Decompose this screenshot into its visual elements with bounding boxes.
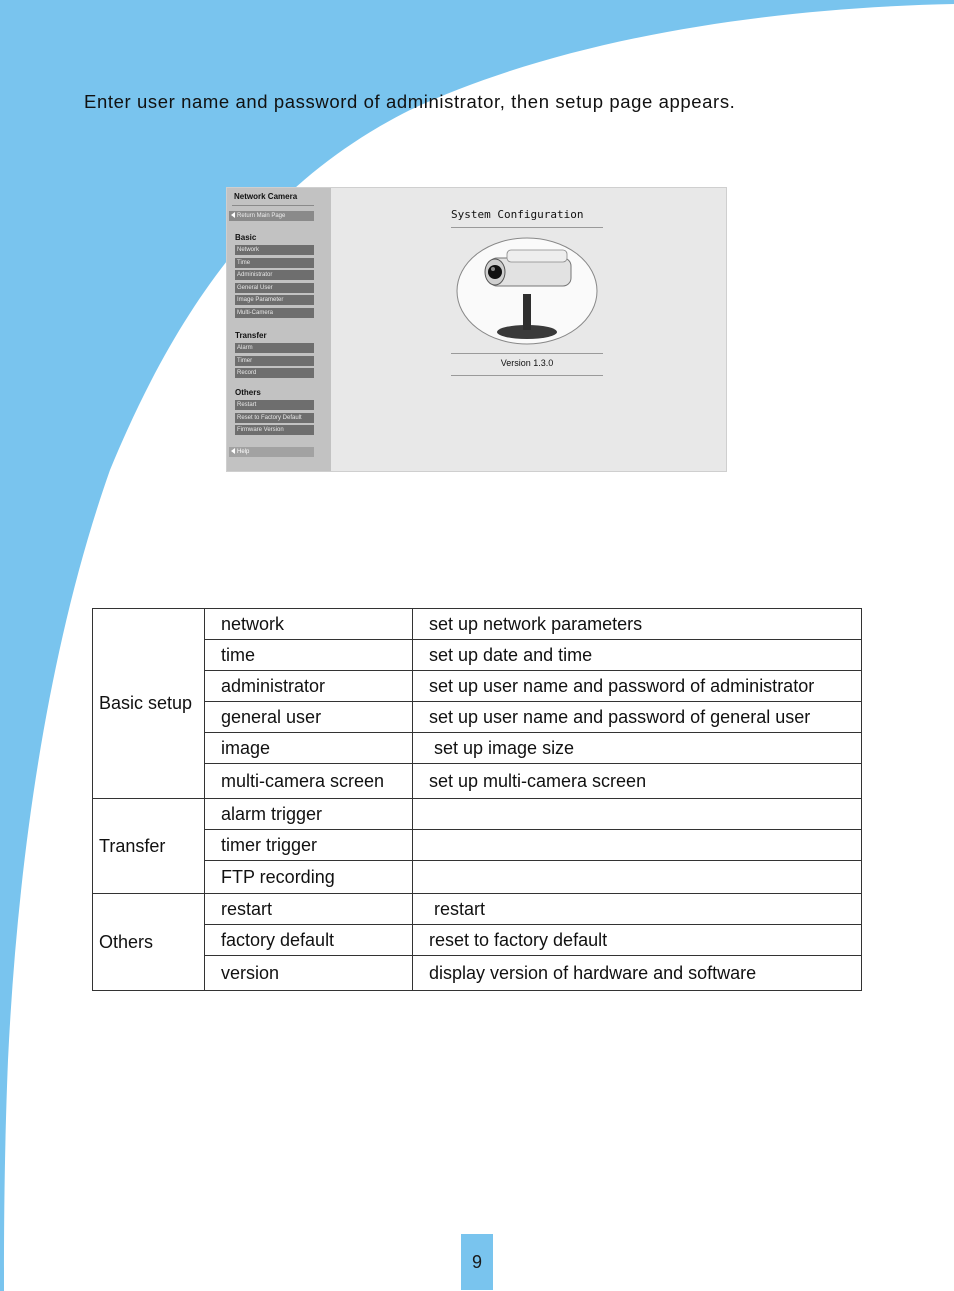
function-name-cell: general user <box>205 702 413 733</box>
function-name-cell: FTP recording <box>205 861 413 894</box>
screenshot-sidebar <box>227 188 331 471</box>
screenshot-section-title: Basic <box>235 233 257 242</box>
divider <box>451 227 603 228</box>
screenshot-menu-item: Time <box>235 258 314 268</box>
table-row <box>93 799 862 830</box>
screenshot-section-title: Transfer <box>235 331 267 340</box>
function-description-cell: display version of hardware and software <box>413 956 862 991</box>
back-arrow-icon <box>231 212 235 218</box>
table-row <box>93 764 862 799</box>
function-description-cell: set up user name and password of administrator <box>413 671 862 702</box>
table-row <box>93 702 862 733</box>
table-row <box>93 609 862 640</box>
screenshot-menu-item: Firmware Version <box>235 425 314 435</box>
function-name-cell: restart <box>205 894 413 925</box>
screenshot-section-title: Others <box>235 388 261 397</box>
function-description-cell: set up date and time <box>413 640 862 671</box>
table-row <box>93 956 862 991</box>
function-description-cell: set up image size <box>413 733 862 764</box>
function-name-cell: factory default <box>205 925 413 956</box>
table-row <box>93 671 862 702</box>
group-cell: Basic setup <box>93 609 205 799</box>
back-arrow-icon <box>231 448 235 454</box>
screenshot-menu-item: Reset to Factory Default <box>235 413 314 423</box>
function-name-cell: timer trigger <box>205 830 413 861</box>
function-name-cell: administrator <box>205 671 413 702</box>
screenshot-menu-item: Alarm <box>235 343 314 353</box>
function-name-cell: version <box>205 956 413 991</box>
camera-image <box>455 236 599 346</box>
function-name-cell: image <box>205 733 413 764</box>
group-cell: Others <box>93 894 205 991</box>
function-description-cell <box>413 861 862 894</box>
page-number: 9 <box>461 1234 493 1290</box>
table-row <box>93 925 862 956</box>
screenshot-menu-item: Restart <box>235 400 314 410</box>
function-description-cell: set up multi-camera screen <box>413 764 862 799</box>
divider <box>232 205 314 206</box>
function-name-cell: multi-camera screen <box>205 764 413 799</box>
screenshot-menu-item: Record <box>235 368 314 378</box>
divider <box>451 375 603 376</box>
function-name-cell: time <box>205 640 413 671</box>
table-row <box>93 640 862 671</box>
screenshot-menu-item: Timer <box>235 356 314 366</box>
function-description-cell: restart <box>413 894 862 925</box>
divider <box>451 353 603 354</box>
function-description-cell: reset to factory default <box>413 925 862 956</box>
table-row <box>93 861 862 894</box>
return-label: Return Main Page <box>237 213 286 219</box>
table-row <box>93 733 862 764</box>
help-link <box>229 447 314 457</box>
screenshot-menu-item: Multi-Camera <box>235 308 314 318</box>
intro-text: Enter user name and password of administrator, then setup page appears. <box>84 91 736 112</box>
function-name-cell: network <box>205 609 413 640</box>
function-description-cell <box>413 830 862 861</box>
table-row <box>93 894 862 925</box>
table-row <box>93 830 862 861</box>
screenshot-menu-item: Administrator <box>235 270 314 280</box>
return-main-page-link <box>229 211 314 221</box>
function-description-cell: set up user name and password of general user <box>413 702 862 733</box>
system-configuration-title: System Configuration <box>451 208 584 221</box>
screenshot-menu-item: General User <box>235 283 314 293</box>
screenshot-brand: Network Camera <box>234 192 298 201</box>
function-description-cell <box>413 799 862 830</box>
screenshot-menu-item: Image Parameter <box>235 295 314 305</box>
function-name-cell: alarm trigger <box>205 799 413 830</box>
version-label: Version 1.3.0 <box>500 358 554 368</box>
setup-page-screenshot <box>226 187 727 472</box>
setup-functions-table <box>92 608 862 991</box>
screenshot-menu-item: Network <box>235 245 314 255</box>
group-cell: Transfer <box>93 799 205 894</box>
function-description-cell: set up network parameters <box>413 609 862 640</box>
help-label: Help <box>237 449 250 455</box>
